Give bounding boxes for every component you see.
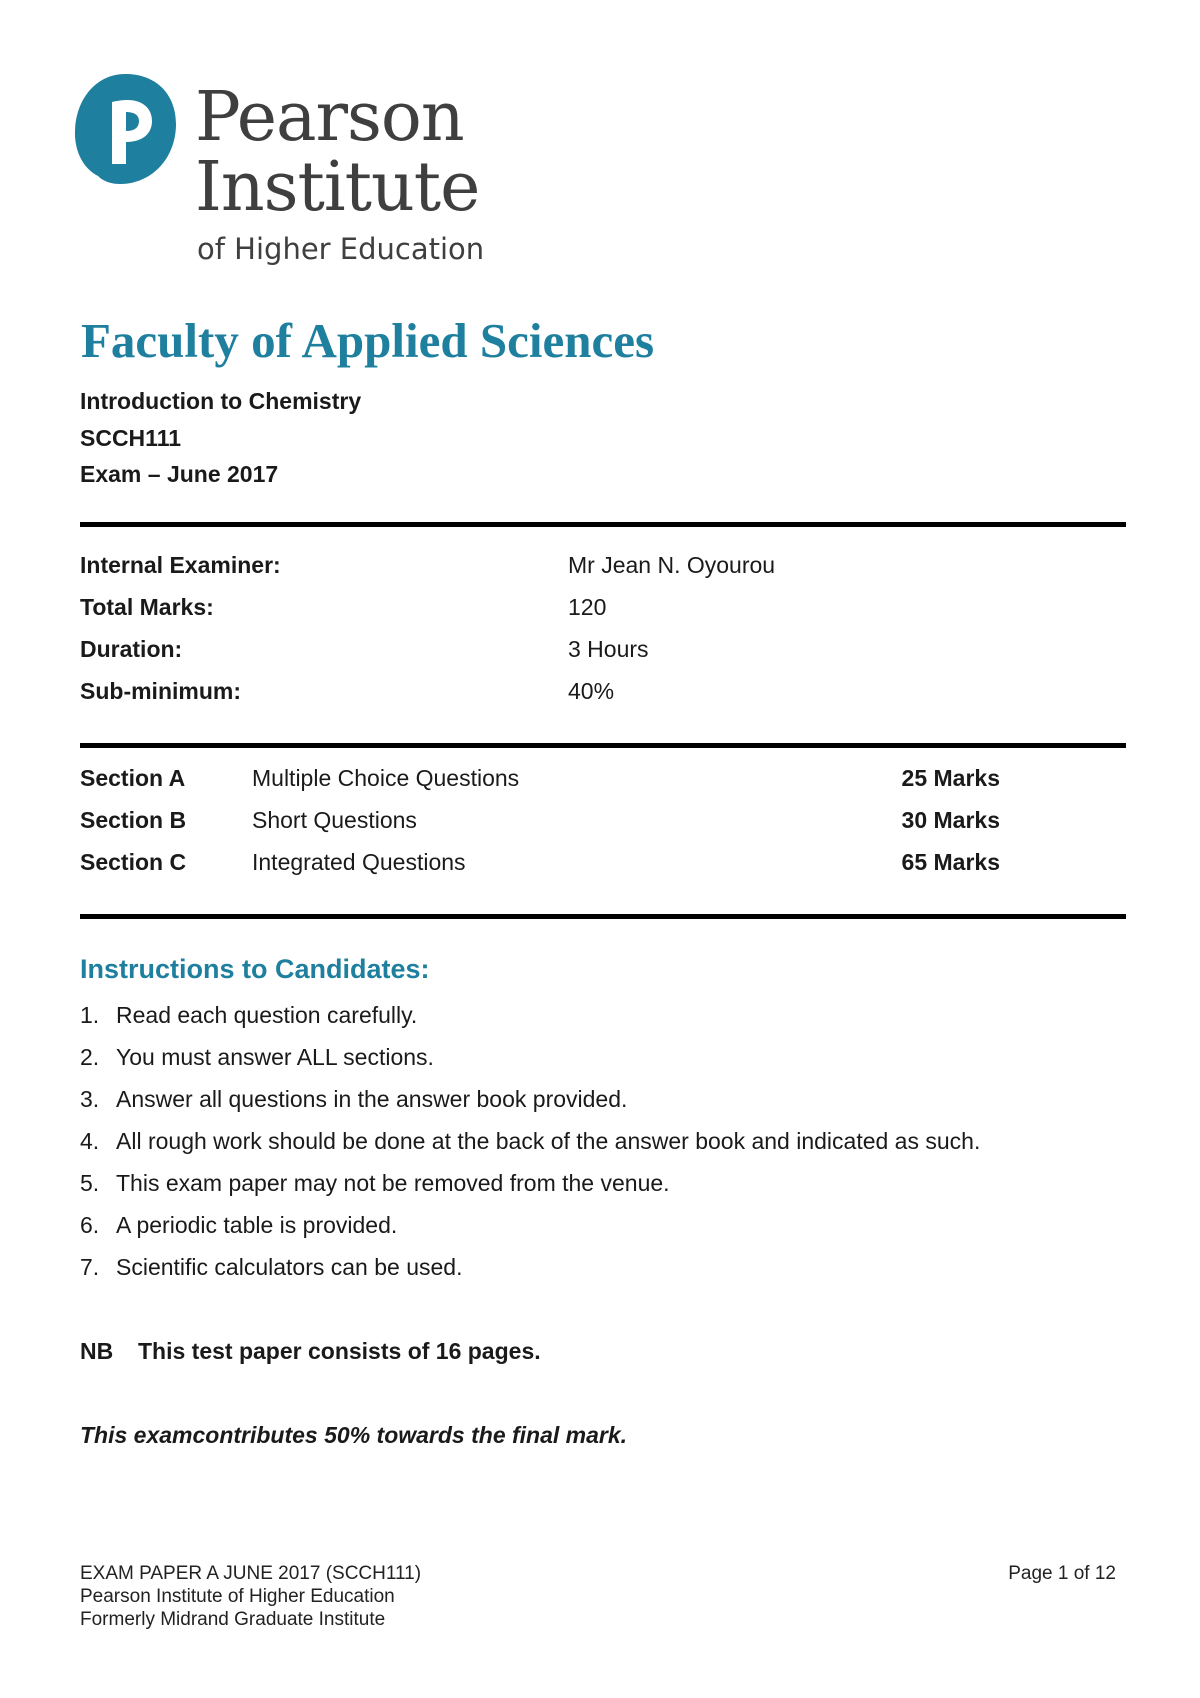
list-number: 1. <box>80 1002 100 1028</box>
footer-former-name: Formerly Midrand Graduate Institute <box>80 1609 386 1630</box>
logo-line-higher-education: of Higher Education <box>197 232 485 266</box>
list-number: 5. <box>80 1170 100 1196</box>
meta-label: Internal Examiner: <box>80 552 281 578</box>
list-number: 3. <box>80 1086 100 1112</box>
footer <box>80 1562 421 1631</box>
section-description: Short Questions <box>252 807 417 833</box>
section-name: Section A <box>80 765 186 791</box>
divider-bottom <box>80 914 1126 919</box>
meta-value: Mr Jean N. Oyourou <box>568 552 776 578</box>
course-name: Introduction to Chemistry <box>80 388 362 414</box>
section-row-c <box>80 849 1040 879</box>
section-description: Integrated Questions <box>252 849 466 875</box>
exam-date: Exam – June 2017 <box>80 461 279 487</box>
meta-value: 40% <box>568 678 615 704</box>
list-number: 2. <box>80 1044 100 1070</box>
section-marks: 25 Marks <box>901 765 1000 791</box>
meta-row-examiner <box>80 552 1126 582</box>
meta-value: 3 Hours <box>568 636 649 662</box>
contribution-note: This examcontributes 50% towards the final mark. <box>80 1422 628 1448</box>
section-name: Section C <box>80 849 187 875</box>
nb-note <box>80 1338 541 1365</box>
meta-row-duration <box>80 636 1126 666</box>
list-text: Scientific calculators can be used. <box>116 1254 463 1280</box>
nb-label: NB <box>80 1338 114 1364</box>
instructions-heading: Instructions to Candidates: <box>80 954 430 984</box>
section-row-a <box>80 765 1040 795</box>
pearson-logo <box>72 72 492 272</box>
list-number: 7. <box>80 1254 100 1280</box>
section-name: Section B <box>80 807 187 833</box>
logo-line-institute: Institute <box>195 148 480 227</box>
list-text: Read each question carefully. <box>116 1002 418 1028</box>
pearson-p-logo-icon <box>72 72 178 192</box>
list-text: A periodic table is provided. <box>116 1212 398 1238</box>
meta-value: 120 <box>568 594 607 620</box>
list-text: All rough work should be done at the back of the answer book and indicated as such. <box>116 1128 981 1154</box>
list-text: Answer all questions in the answer book provided. <box>116 1086 628 1112</box>
logo-line-pearson: Pearson <box>195 78 464 157</box>
list-text: You must answer ALL sections. <box>116 1044 434 1070</box>
meta-row-total-marks <box>80 594 1126 624</box>
divider-top <box>80 522 1126 527</box>
divider-middle <box>80 743 1126 748</box>
nb-text: This test paper consists of 16 pages. <box>138 1338 541 1364</box>
footer-institution: Pearson Institute of Higher Education <box>80 1586 395 1607</box>
meta-label: Total Marks: <box>80 594 214 620</box>
faculty-title: Faculty of Applied Sciences <box>81 313 655 368</box>
section-row-b <box>80 807 1040 837</box>
page-number: Page 1 of 12 <box>1008 1563 1116 1584</box>
meta-label: Duration: <box>80 636 183 662</box>
section-marks: 65 Marks <box>901 849 1000 875</box>
meta-label: Sub-minimum: <box>80 678 241 704</box>
list-number: 6. <box>80 1212 100 1238</box>
footer-paper-id: EXAM PAPER A JUNE 2017 (SCCH111) <box>80 1563 422 1584</box>
meta-row-sub-minimum <box>80 678 1126 708</box>
section-description: Multiple Choice Questions <box>252 765 520 791</box>
list-number: 4. <box>80 1128 100 1154</box>
section-marks: 30 Marks <box>901 807 1000 833</box>
list-text: This exam paper may not be removed from the venue. <box>116 1170 670 1196</box>
course-code: SCCH111 <box>80 425 182 451</box>
